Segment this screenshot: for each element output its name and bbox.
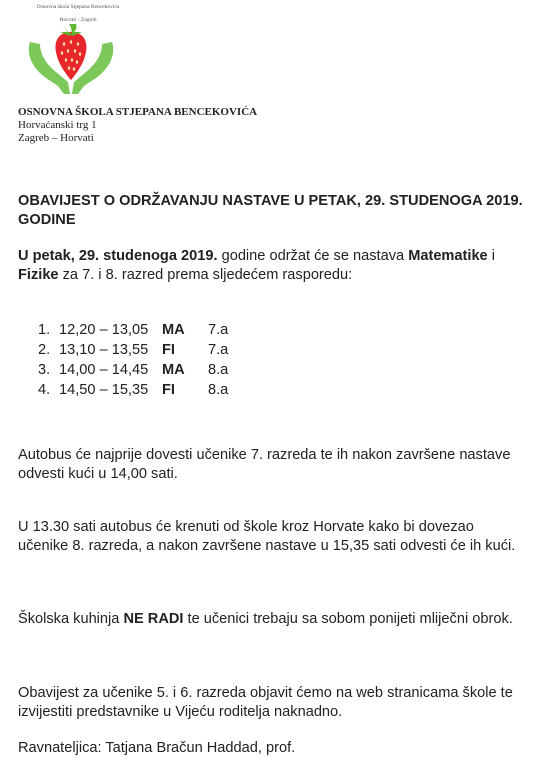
- kitchen-text-1: Školska kuhinja: [18, 611, 124, 627]
- grades-5-6-paragraph: Obavijest za učenike 5. i 6. razreda objavit ćemo na web stranicama škole te izvijestiti predstavnike u Vijeću roditelja naknadno.: [18, 685, 513, 720]
- schedule-number: 2.: [38, 342, 51, 358]
- schedule-row: [38, 320, 228, 340]
- notice-title: OBAVIJEST O ODRŽAVANJU NASTAVE U PETAK, 29. STUDENOGA 2019. GODINE: [18, 193, 523, 228]
- schedule-class: 8.a: [208, 362, 229, 378]
- schedule-list: [38, 320, 228, 400]
- schedule-class: 7.a: [208, 342, 229, 358]
- logo-caption-location: Horvati - Zagreb: [59, 17, 97, 23]
- logo-caption-school: Osnovna škola Stjepana Bencekovića: [36, 4, 120, 10]
- kitchen-closed-label: NE RADI: [123, 611, 184, 627]
- schedule-number: 1.: [38, 322, 51, 338]
- school-street: Horvaćanski trg 1: [18, 119, 97, 131]
- bus-paragraph-7th-grade: Autobus će najprije dovesti učenike 7. razreda te ih nakon završene nastave odvesti kući u 14,00 sati.: [18, 447, 511, 482]
- schedule-subject: FI: [162, 382, 175, 398]
- schedule-row: [38, 340, 228, 360]
- kitchen-text-2: te učenici trebaju sa sobom ponijeti mliječni obrok.: [183, 611, 513, 627]
- schedule-class: 8.a: [208, 382, 229, 398]
- schedule-time: 12,20 – 13,05: [59, 322, 149, 338]
- intro-text-3: za 7. i 8. razred prema sljedećem rasporedu:: [58, 267, 353, 283]
- intro-subject-physics: Fizike: [18, 267, 59, 283]
- intro-paragraph: [18, 247, 523, 285]
- school-city: Zagreb – Horvati: [18, 132, 94, 144]
- intro-text-2: i: [487, 248, 495, 264]
- intro-text-1: godine održat će se nastava: [217, 248, 409, 264]
- schedule-number: 3.: [38, 362, 51, 378]
- intro-date: U petak, 29. studenoga 2019.: [18, 248, 218, 264]
- schedule-subject: FI: [162, 342, 175, 358]
- schedule-subject: MA: [162, 362, 185, 378]
- schedule-time: 14,00 – 14,45: [59, 362, 149, 378]
- school-name: OSNOVNA ŠKOLA STJEPANA BENCEKOVIĆA: [18, 106, 258, 118]
- principal-signature: Ravnateljica: Tatjana Bračun Haddad, prof.: [18, 740, 296, 756]
- schedule-time: 14,50 – 15,35: [59, 382, 149, 398]
- school-logo: [18, 2, 124, 96]
- schedule-number: 4.: [38, 382, 51, 398]
- intro-subject-math: Matematike: [408, 248, 488, 264]
- schedule-row: [38, 360, 228, 380]
- school-address-block: [18, 106, 257, 145]
- schedule-row: [38, 380, 228, 400]
- schedule-class: 7.a: [208, 322, 229, 338]
- bus-paragraph-8th-grade: U 13.30 sati autobus će krenuti od škole kroz Horvate kako bi dovezao učenike 8. razreda, a nakon završene nastave u 15,35 sati odvesti će ih kući.: [18, 519, 516, 554]
- kitchen-paragraph: [18, 610, 523, 629]
- schedule-time: 13,10 – 13,55: [59, 342, 149, 358]
- schedule-subject: MA: [162, 322, 185, 338]
